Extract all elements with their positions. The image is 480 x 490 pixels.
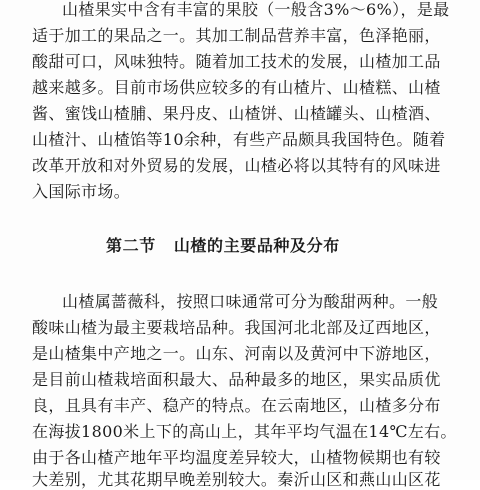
paragraph-2-line-5: 良，且具有丰产、稳产的特点。在云南地区，山楂多分布 [32, 396, 441, 415]
paragraph-1-line-6: 山楂汁、山楂馅等10余种，有些产品颇具我国特色。随着 [32, 130, 446, 149]
paragraph-2-line-8: 大差别，尤其花期早晚差别较大。秦沂山区和燕山山区花 [32, 470, 441, 489]
paragraph-1-line-1: 山楂果实中含有丰富的果胶（一般含3%～6%），是最 [62, 0, 450, 19]
paragraph-2-line-4: 是目前山楂栽培面积最大、品种最多的地区，果实品质优 [32, 370, 441, 389]
paragraph-1-line-2: 适于加工的果品之一。其加工制品营养丰富，色泽艳丽， [32, 26, 441, 45]
paragraph-1-line-3: 酸甜可口，风味独特。随着加工技术的发展，山楂加工品 [32, 52, 441, 71]
paragraph-2-line-2: 酸味山楂为最主要栽培品种。我国河北北部及辽西地区， [32, 318, 441, 337]
paragraph-1-line-5: 酱、蜜饯山楂脯、果丹皮、山楂饼、山楂罐头、山楂酒、 [32, 104, 441, 123]
paragraph-1-line-7: 改革开放和对外贸易的发展，山楂必将以其特有的风味进 [32, 156, 441, 175]
paragraph-1-line-8: 入国际市场。 [32, 182, 131, 201]
paragraph-2-line-1: 山楂属蔷薇科，按照口味通常可分为酸甜两种。一般 [62, 292, 439, 311]
section-heading [106, 236, 340, 256]
paragraph-2-line-3: 是山楂集中产地之一。山东、河南以及黄河中下游地区， [32, 344, 441, 363]
paragraph-1-line-4: 越来越多。目前市场供应较多的有山楂片、山楂糕、山楂 [32, 78, 441, 97]
section-title: 山楂的主要品种及分布 [173, 236, 340, 255]
section-number: 第二节 [106, 236, 156, 255]
paragraph-2-line-7: 由于各山楂产地年平均温度差异较大，山楂物候期也有较 [32, 448, 441, 467]
paragraph-2-line-6: 在海拔1800米上下的高山上，其年平均气温在14℃左右。 [32, 422, 457, 441]
